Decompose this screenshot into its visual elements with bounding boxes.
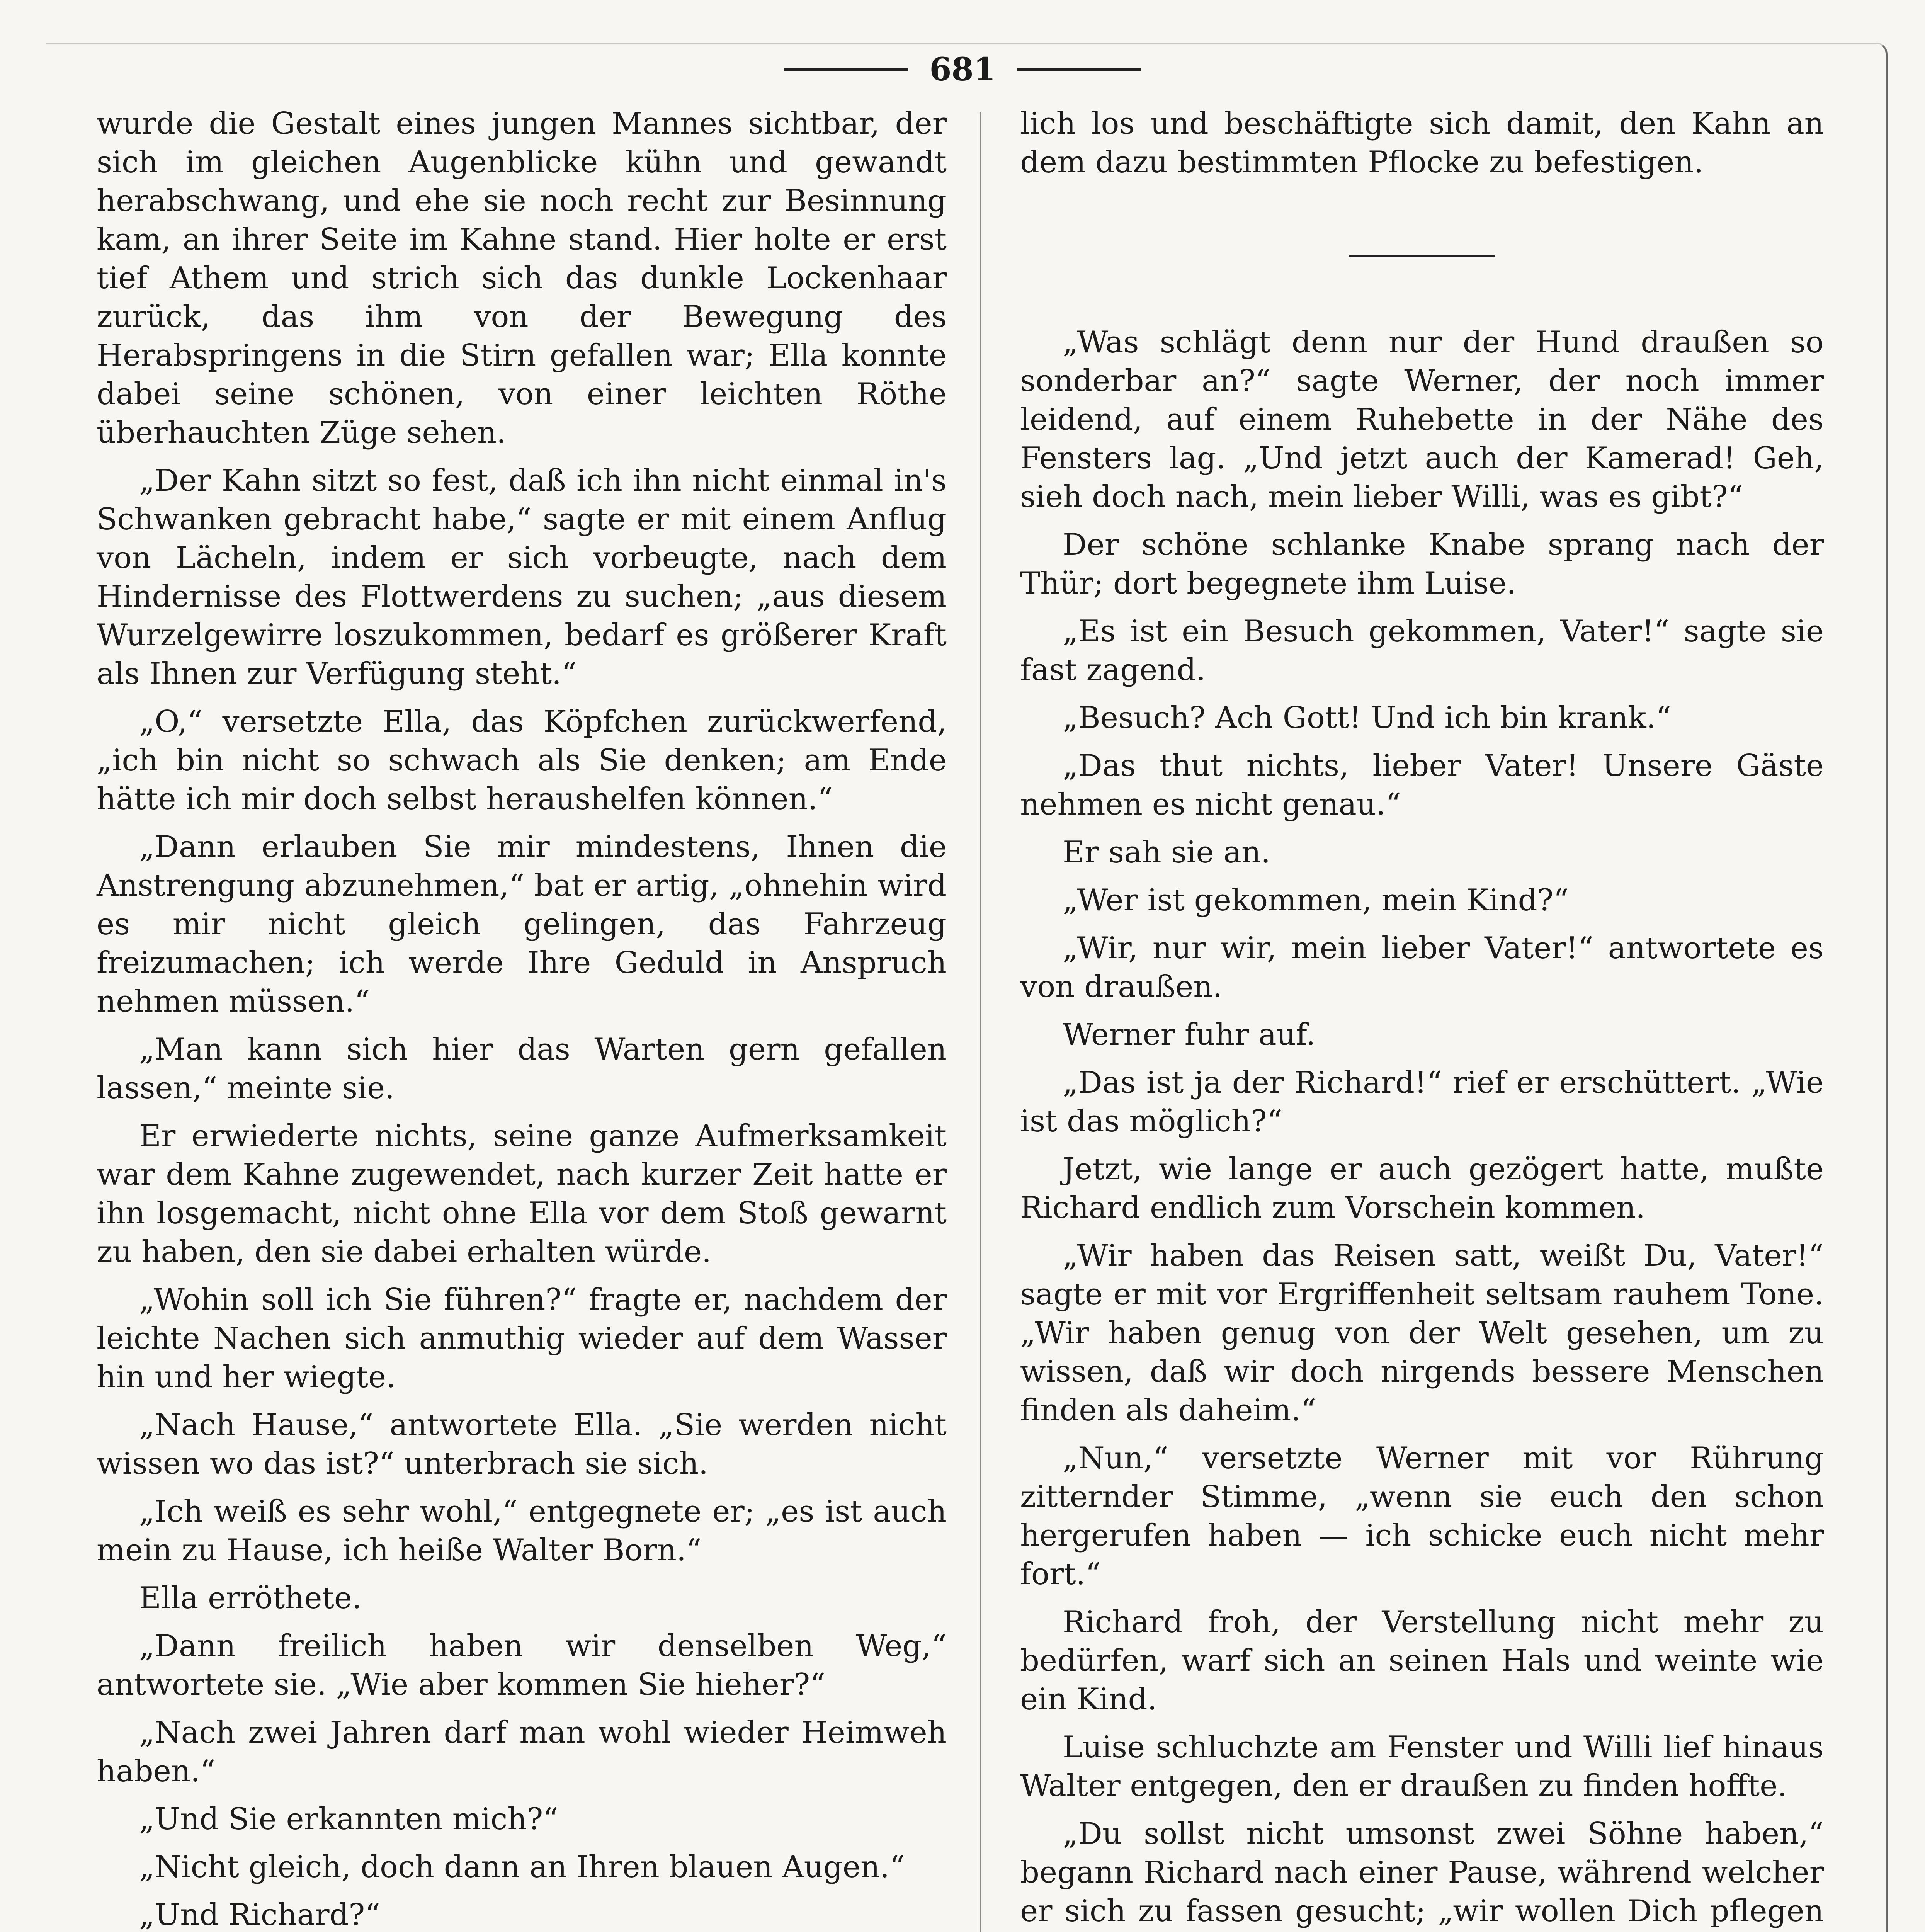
header-rule-right	[1017, 68, 1141, 71]
paragraph: „Wir haben das Reisen satt, weißt Du, Vater!“ sagte er mit vor Ergriffenheit seltsam rauhem Tone. „Wir haben genug von der Welt gesehen, um zu wissen, daß wir doch nirgends bessere Menschen finden als daheim.“	[1020, 1238, 1824, 1428]
page-header	[0, 39, 1925, 100]
paragraph: „Nach zwei Jahren darf man wohl wieder Heimweh haben.“	[97, 1715, 947, 1789]
column-divider	[980, 112, 981, 1932]
paragraph: „Nach Hause,“ antwortete Ella. „Sie werden nicht wissen wo das ist?“ unterbrach sie sich.	[97, 1408, 947, 1481]
page-number: 681	[929, 51, 996, 88]
paragraph: Richard froh, der Verstellung nicht mehr zu bedürfen, warf sich an seinen Hals und weinte wie ein Kind.	[1020, 1605, 1824, 1717]
paragraph: Luise schluchzte am Fenster und Willi lief hinaus Walter entgegen, den er draußen zu finden hoffte.	[1020, 1730, 1824, 1803]
paragraph: „Dann freilich haben wir denselben Weg,“ antwortete sie. „Wie aber kommen Sie hieher?“	[97, 1629, 947, 1702]
paragraph: Er sah sie an.	[1063, 835, 1271, 870]
left-column	[97, 104, 947, 1932]
paragraph: „Wohin soll ich Sie führen?“ fragte er, nachdem der leichte Nachen sich anmuthig wieder auf dem Wasser hin und her wiegte.	[97, 1282, 947, 1395]
paragraph: „Du sollst nicht umsonst zwei Söhne haben,“ begann Richard nach einer Pause, während welcher er sich zu fassen gesucht; „wir wollen Dich pflegen	[1020, 1816, 1824, 1929]
paragraph: Er erwiederte nichts, seine ganze Aufmerksamkeit war dem Kahne zugewendet, nach kurzer Zeit hatte er ihn losgemacht, nicht ohne Ella vor dem Stoß gewarnt zu haben, den sie dabei erhalten würde.	[97, 1119, 947, 1269]
section-divider	[1349, 255, 1495, 257]
paragraph: Der schöne schlanke Knabe sprang nach der Thür; dort begegnete ihm Luise.	[1020, 527, 1824, 601]
paragraph: „Das thut nichts, lieber Vater! Unsere Gäste nehmen es nicht genau.“	[1020, 748, 1824, 822]
paragraph: „Dann erlauben Sie mir mindestens, Ihnen die Anstrengung abzunehmen,“ bat er artig, „ohnehin wird es mir nicht gleich gelingen, das Fahrzeug freizumachen; ich werde Ihre Geduld in Anspruch nehmen müssen.“	[97, 830, 947, 1019]
paragraph: „Das ist ja der Richard!“ rief er erschüttert. „Wie ist das möglich?“	[1020, 1065, 1824, 1139]
paragraph: „Nicht gleich, doch dann an Ihren blauen Augen.“	[139, 1850, 905, 1884]
paragraph: „Es ist ein Besuch gekommen, Vater!“ sagte sie fast zagend.	[1020, 614, 1824, 687]
paragraph: wurde die Gestalt eines jungen Mannes sichtbar, der sich im gleichen Augenblicke kühn und gewandt herabschwang, und ehe sie noch recht zur Besinnung kam, an ihrer Seite im Kahne stand. Hier holte er erst tief Athem und strich sich das dunkle Lockenhaar zurück, das ihm von der Bewegung des Herabspringens in die Stirn gefallen war; Ella konnte dabei seine schönen, von einer leichten Röthe überhauchten Züge sehen.	[97, 106, 947, 450]
right-column-intro: lich los und beschäftigte sich damit, den Kahn an dem dazu bestimmten Pflocke zu befestigen.	[1020, 106, 1824, 180]
header-rule-left	[784, 68, 908, 71]
paragraph: „Nun,“ versetzte Werner mit vor Rührung zitternder Stimme, „wenn sie euch den schon hergerufen haben — ich schicke euch nicht mehr fort.“	[1020, 1441, 1824, 1592]
right-column-paragraphs	[1020, 323, 1824, 1932]
paragraph: Werner fuhr auf.	[1063, 1017, 1316, 1052]
paragraph: „Besuch? Ach Gott! Und ich bin krank.“	[1063, 701, 1672, 735]
right-column	[1020, 104, 1824, 1932]
paragraph: Ella erröthete.	[139, 1581, 362, 1616]
paragraph: „Man kann sich hier das Warten gern gefallen lassen,“ meinte sie.	[97, 1032, 947, 1105]
paragraph: „Und Richard?“	[139, 1898, 381, 1932]
paragraph: „Und Sie erkannten mich?“	[139, 1802, 559, 1837]
paragraph: „Was schlägt denn nur der Hund draußen so sonderbar an?“ sagte Werner, der noch immer leidend, auf einem Ruhebette in der Nähe des Fensters lag. „Und jetzt auch der Kamerad! Geh, sieh doch nach, mein lieber Willi, was es gibt?“	[1020, 325, 1824, 514]
paragraph: „Wer ist gekommen, mein Kind?“	[1063, 883, 1569, 918]
paragraph: „O,“ versetzte Ella, das Köpfchen zurückwerfend, „ich bin nicht so schwach als Sie denken; am Ende hätte ich mir doch selbst heraushelfen können.“	[97, 704, 947, 816]
paragraph: „Der Kahn sitzt so fest, daß ich ihn nicht einmal in's Schwanken gebracht habe,“ sagte er mit einem Anflug von Lächeln, indem er sich vorbeugte, nach dem Hindernisse des Flottwerdens zu suchen; „aus diesem Wurzelgewirre loszukommen, bedarf es größerer Kraft als Ihnen zur Verfügung steht.“	[97, 463, 947, 691]
paragraph: Jetzt, wie lange er auch gezögert hatte, mußte Richard endlich zum Vorschein kommen.	[1020, 1152, 1824, 1225]
paragraph: „Wir, nur wir, mein lieber Vater!“ antwortete es von draußen.	[1020, 931, 1824, 1004]
paragraph: „Ich weiß es sehr wohl,“ entgegnete er; „es ist auch mein zu Hause, ich heiße Walter Born.“	[97, 1494, 947, 1568]
